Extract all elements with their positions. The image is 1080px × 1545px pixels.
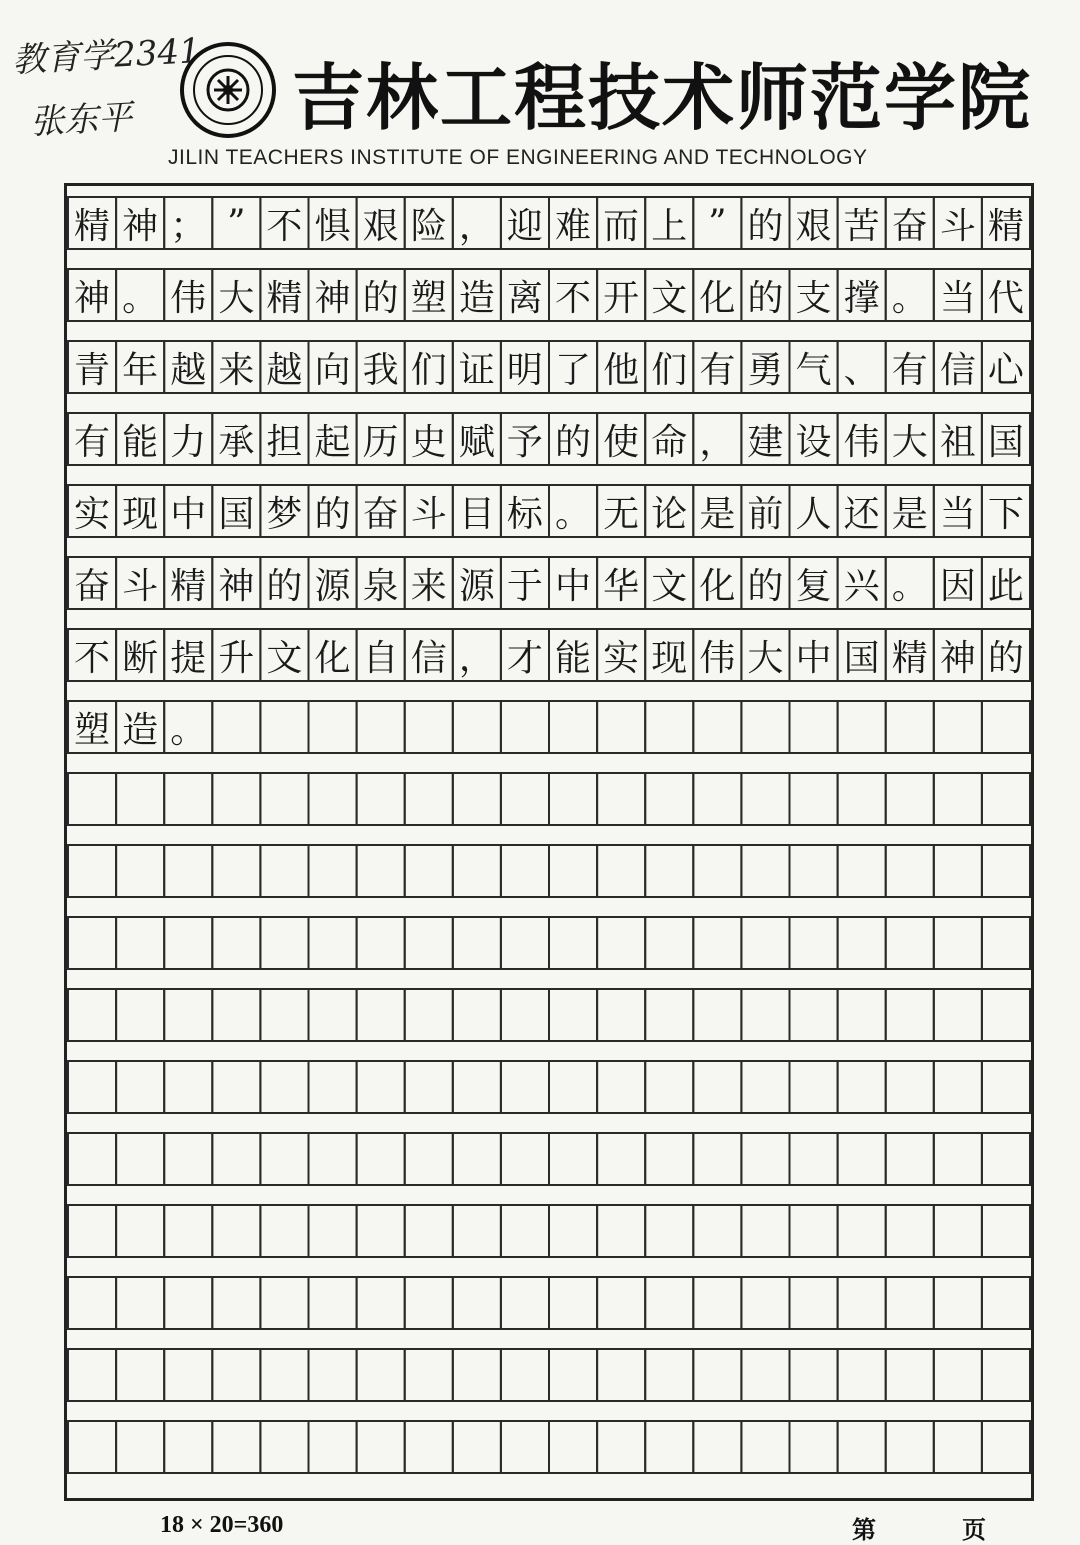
essay-char: 伟: [843, 421, 880, 463]
essay-char: 复: [795, 565, 832, 607]
essay-char: 的: [555, 421, 592, 463]
essay-char: 代: [987, 277, 1024, 319]
essay-char: ”: [227, 202, 246, 244]
essay-char: 信: [939, 349, 976, 391]
essay-char: 的: [266, 565, 303, 607]
essay-char: 他: [603, 349, 640, 391]
essay-char: 的: [747, 205, 784, 247]
essay-char: 精: [74, 205, 111, 247]
essay-char: 史: [410, 421, 447, 463]
essay-char: 能: [555, 637, 592, 679]
essay-char: 当: [939, 493, 976, 535]
essay-char: 苦: [843, 205, 880, 247]
institution-subtitle: JILIN TEACHERS INSTITUTE OF ENGINEERING AND TECHNOLOGY: [168, 146, 868, 169]
essay-char: 无: [603, 493, 640, 535]
essay-char: 文: [651, 565, 688, 607]
page-prefix: 第: [852, 1515, 876, 1544]
essay-char: 国: [218, 493, 255, 535]
essay-char: 了: [555, 349, 592, 391]
essay-char: 中: [170, 493, 207, 535]
essay-char: ”: [708, 202, 727, 244]
essay-char: ，: [458, 637, 495, 679]
essay-char: 此: [987, 565, 1024, 607]
essay-char: 明: [506, 349, 543, 391]
essay-char: 国: [987, 421, 1024, 463]
essay-char: ；: [170, 205, 207, 247]
essay-char: 命: [651, 421, 688, 463]
essay-char: 精: [891, 637, 928, 679]
essay-char: 还: [843, 493, 880, 535]
essay-char: 神: [74, 277, 111, 319]
essay-char: 气: [795, 349, 832, 391]
essay-char: 我: [362, 349, 399, 391]
essay-char: 越: [266, 349, 303, 391]
essay-char: 兴: [843, 565, 880, 607]
essay-char: 伟: [170, 277, 207, 319]
essay-char: 现: [122, 493, 159, 535]
essay-char: 上: [651, 205, 688, 247]
essay-char: 们: [651, 349, 688, 391]
essay-char: 中: [555, 565, 592, 607]
essay-char: 现: [651, 637, 688, 679]
essay-char: 难: [555, 205, 592, 247]
essay-char: 断: [122, 637, 159, 679]
essay-char: 建: [747, 421, 784, 463]
essay-char: 有: [699, 349, 736, 391]
essay-char: 使: [603, 421, 640, 463]
essay-char: 艰: [362, 205, 399, 247]
essay-char: 奋: [74, 565, 111, 607]
essay-char: 文: [651, 277, 688, 319]
essay-char: 标: [506, 493, 543, 535]
essay-char: 化: [699, 565, 736, 607]
essay-char: 向: [314, 349, 351, 391]
essay-char: 来: [218, 349, 255, 391]
essay-char: 实: [74, 493, 111, 535]
essay-char: 有: [891, 349, 928, 391]
essay-char: 化: [314, 637, 351, 679]
essay-char: 前: [747, 493, 784, 535]
essay-char: 们: [410, 349, 447, 391]
essay-char: 历: [362, 421, 399, 463]
essay-char: 塑: [74, 709, 111, 751]
essay-char: 是: [891, 493, 928, 535]
essay-char: ，: [699, 421, 736, 463]
essay-char: 提: [170, 637, 207, 679]
essay-char: 泉: [362, 565, 399, 607]
essay-char: 支: [795, 277, 832, 319]
essay-char: 的: [747, 277, 784, 319]
handwritten-class-label: 教育学2341: [11, 31, 202, 81]
essay-char: 文: [266, 637, 303, 679]
essay-char: 奋: [891, 205, 928, 247]
essay-char: 开: [603, 277, 640, 319]
page-suffix: 页: [962, 1515, 986, 1544]
essay-char: 青: [74, 349, 111, 391]
essay-char: 年: [122, 349, 159, 391]
essay-char: 迎: [506, 205, 543, 247]
essay-char: 赋: [458, 421, 495, 463]
essay-char: 。: [891, 565, 928, 607]
essay-char: 斗: [939, 205, 976, 247]
essay-char: 离: [506, 277, 543, 319]
essay-char: 神: [122, 205, 159, 247]
essay-char: 。: [555, 493, 592, 535]
essay-char: 塑: [410, 277, 447, 319]
essay-char: 梦: [266, 493, 303, 535]
essay-char: 华: [603, 565, 640, 607]
institution-title: 吉林工程技术师范学院: [292, 55, 1033, 140]
essay-char: 神: [314, 277, 351, 319]
essay-char: 有: [74, 421, 111, 463]
essay-char: 起: [314, 421, 351, 463]
essay-char: 国: [843, 637, 880, 679]
essay-char: 不: [74, 637, 111, 679]
essay-char: 心: [987, 349, 1024, 391]
essay-char: 精: [266, 277, 303, 319]
essay-char: 自: [362, 637, 399, 679]
grid-spec: 18 × 20=360: [160, 1512, 284, 1538]
essay-char: 艰: [795, 205, 832, 247]
essay-char: 的: [314, 493, 351, 535]
essay-char: 斗: [410, 493, 447, 535]
essay-char: 下: [987, 493, 1024, 535]
essay-char: 精: [170, 565, 207, 607]
essay-char: 担: [266, 421, 303, 463]
essay-char: 不: [555, 277, 592, 319]
essay-char: 而: [603, 205, 640, 247]
essay-char: 人: [795, 493, 832, 535]
essay-char: 中: [795, 637, 832, 679]
essay-char: 实: [603, 637, 640, 679]
essay-char: 升: [218, 637, 255, 679]
essay-char: 大: [218, 277, 255, 319]
essay-char: ，: [458, 205, 495, 247]
essay-char: 当: [939, 277, 976, 319]
essay-char: 的: [747, 565, 784, 607]
essay-char: 撑: [843, 277, 880, 319]
essay-char: 伟: [699, 637, 736, 679]
essay-char: 信: [410, 637, 447, 679]
essay-char: 源: [314, 565, 351, 607]
essay-char: 源: [458, 565, 495, 607]
essay-char: 不: [266, 205, 303, 247]
essay-char: 的: [987, 637, 1024, 679]
essay-char: 神: [939, 637, 976, 679]
essay-char: 奋: [362, 493, 399, 535]
essay-char: 于: [506, 565, 543, 607]
essay-char: 力: [170, 421, 207, 463]
essay-char: 。: [170, 709, 207, 751]
essay-char: 越: [170, 349, 207, 391]
essay-char: 能: [122, 421, 159, 463]
essay-char: 。: [122, 277, 159, 319]
essay-char: 。: [891, 277, 928, 319]
essay-char: 目: [458, 493, 495, 535]
essay-char: 造: [122, 709, 159, 751]
essay-char: 、: [843, 349, 880, 391]
essay-char: 大: [747, 637, 784, 679]
essay-char: 造: [458, 277, 495, 319]
handwritten-student-name: 张东平: [29, 97, 134, 143]
essay-char: 论: [651, 493, 688, 535]
essay-char: 承: [218, 421, 255, 463]
essay-char: 的: [362, 277, 399, 319]
essay-char: 祖: [939, 421, 976, 463]
essay-char: 大: [891, 421, 928, 463]
essay-char: 设: [795, 421, 832, 463]
essay-char: 勇: [747, 349, 784, 391]
essay-char: 予: [506, 421, 543, 463]
essay-char: 险: [410, 205, 447, 247]
essay-char: 斗: [122, 565, 159, 607]
essay-char: 是: [699, 493, 736, 535]
essay-char: 惧: [314, 205, 351, 247]
essay-char: 证: [458, 349, 495, 391]
essay-char: 精: [987, 205, 1024, 247]
essay-char: 才: [506, 637, 543, 679]
essay-char: 化: [699, 277, 736, 319]
essay-char: 因: [939, 565, 976, 607]
essay-char: 来: [410, 565, 447, 607]
essay-char: 神: [218, 565, 255, 607]
